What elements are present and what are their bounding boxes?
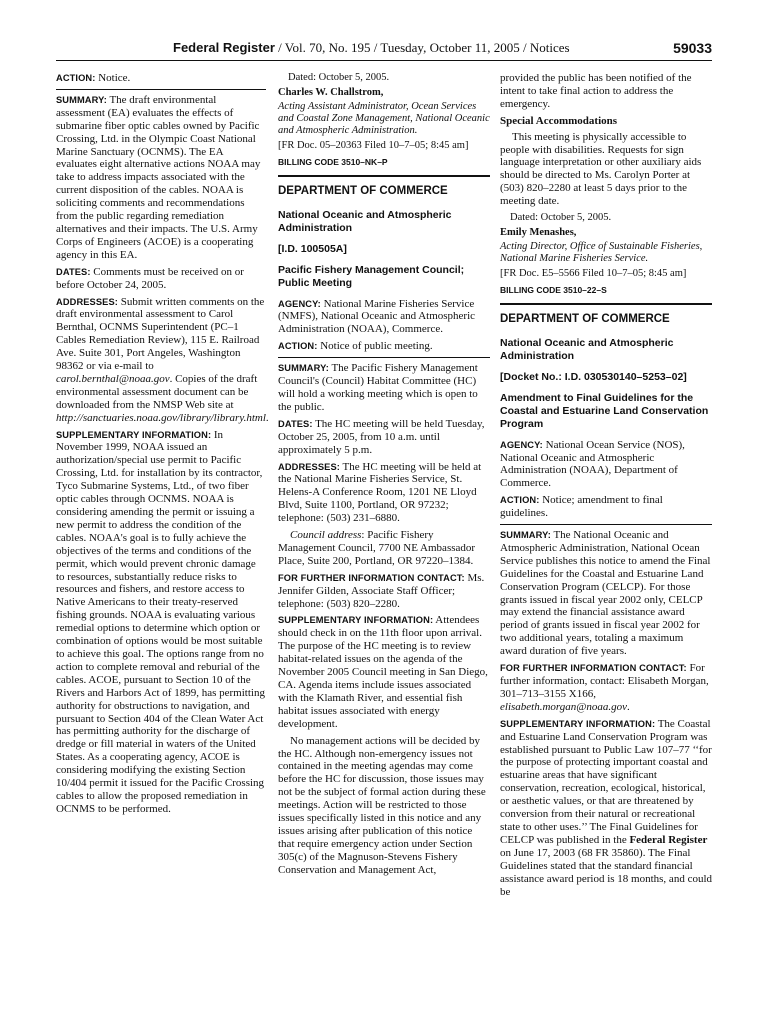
column-3 <box>500 72 712 902</box>
dates-label: DATES: <box>278 418 313 429</box>
summary-text: The Pacific Fishery Management Council's (Council) Habitat Committee (HC) will hold a working meeting which is open to the public. <box>278 362 478 413</box>
signer-name: Emily Menashes, <box>500 226 577 238</box>
agency-paragraph <box>500 439 712 491</box>
column-2 <box>278 72 490 881</box>
agency-label: AGENCY: <box>500 439 543 450</box>
supplementary-text: Attendees should check in on the 11th floor upon arrival. The purpose of the HC meeting is to review habitat-related issues on the agenda of the November 2005 Council meeting in San Diego, CA. Agenda items include issues associated with the Klamath River, and essential fish habitat issues associated with energy development. <box>278 614 488 730</box>
running-header <box>56 38 712 61</box>
agency-text: National Marine Fisheries Service (NMFS), National Oceanic and Atmospheric Administration (NOAA), Commerce. <box>278 297 476 336</box>
summary-label: SUMMARY: <box>500 530 551 541</box>
contact-text: For further information, contact: Elisabeth Morgan, 301–713–3155 X166, <box>500 662 709 700</box>
contact-text: Ms. Jennifer Gilden, Associate Staff Officer; telephone: (503) 820–2280. <box>278 571 485 610</box>
addresses-paragraph <box>278 461 490 526</box>
addresses-text-2: . Copies of the draft environmental assessment document can be downloaded from the NMSP Web site at <box>56 372 258 411</box>
dated-line: Dated: October 5, 2005. <box>288 72 390 83</box>
summary-label: SUMMARY: <box>278 363 329 374</box>
special-accommodations-heading: Special Accommodations <box>500 114 618 127</box>
council-address-paragraph <box>278 529 490 568</box>
federal-register-ref: Federal Register <box>629 833 708 846</box>
divider <box>278 357 490 358</box>
addresses-text-3: . <box>265 411 269 424</box>
dates-paragraph <box>278 418 490 457</box>
supplementary-label: SUPPLEMENTARY INFORMATION: <box>500 718 656 729</box>
fr-doc-line: [FR Doc. 05–20363 Filed 10–7–05; 8:45 am] <box>278 139 469 151</box>
addresses-label: ADDRESSES: <box>56 296 118 307</box>
contact-label: FOR FURTHER INFORMATION CONTACT: <box>278 572 465 583</box>
agency-label: AGENCY: <box>278 298 321 309</box>
supplementary-text: In November 1999, NOAA issued an authorization/special use permit to Pacific Crossing, Ltd. for installation by its contractor, Tyco Submarine Systems, Ltd., of two fiber optic cables through OCNMS. NOAA is considering amending the permit or issuing a new permit to address the condition of the cables. NOAA's goal is to fully achieve the objectives of the terms and conditions of the permit, which would prevent chronic damage to resources, substantially reduce risks to resources and fishers, and restore access to Native Americans to their treaty-reserved fishing grounds. NOAA is evaluating various remedial options to determine which option or combination of options would be most suitable to achieve this goal. The options range from no action to complete removal and reburial of the cables. ACOE, pursuant to Section 10 of the Rivers and Harbors Act of 1899, has permitting authority for obstructions to navigation, and pursuant to Section 404 of the Clean Water Act has permitting authority for the discharge of dredge or fill material in waters of the United States. As a cooperating agency, ACOE is considering modifying the existing Section 10/404 permit it issued for the Pacific Crossing cables to allow the proposed remediation in OCNMS to be performed. <box>56 428 265 815</box>
dates-paragraph <box>56 266 266 292</box>
supplementary-label: SUPPLEMENTARY INFORMATION: <box>56 429 212 440</box>
contact-label: FOR FURTHER INFORMATION CONTACT: <box>500 663 687 674</box>
contact-text-2: . <box>627 700 630 713</box>
council-address-label: Council address <box>290 529 362 542</box>
council-address-text: : Pacific Fishery Management Council, 7700 NE Ambassador Place, Suite 200, Portland, OR 97220–1384. <box>278 529 476 567</box>
continued-paragraph: provided the public has been notified of the intent to take final action to address the emergency. <box>500 72 692 110</box>
action-paragraph <box>278 340 490 353</box>
docket-line: [Docket No.: I.D. 030530140–5253–02] <box>500 370 687 383</box>
billing-code: BILLING CODE 3510–22–S <box>500 284 607 295</box>
signer-title: Acting Assistant Administrator, Ocean Services and Coastal Zone Management, National Oceanic and Atmospheric Administration. <box>278 100 490 136</box>
summary-paragraph <box>56 94 266 262</box>
column-1 <box>56 72 269 820</box>
supplementary-paragraph <box>500 718 712 899</box>
contact-paragraph <box>500 662 712 714</box>
divider <box>56 89 266 90</box>
notice-title: Amendment to Final Guidelines for the Coastal and Estuarine Land Conservation Program <box>500 391 709 430</box>
action-label: ACTION: <box>278 341 318 352</box>
id-line: [I.D. 100505A] <box>278 242 347 255</box>
supplementary-paragraph <box>56 429 266 816</box>
addresses-text: Submit written comments on the draft environmental assessment to Carol Bernthal, OCNMS Superintendent (PC–1 Cables Remediation Review), 115 E. Railroad Ave. Suite 301, Port Angeles, Washington 98362 or via e-mail to <box>56 295 265 373</box>
department-heading: DEPARTMENT OF COMMERCE <box>278 184 448 197</box>
action-paragraph <box>500 494 712 520</box>
issue-details: / Vol. 70, No. 195 / Tuesday, October 11, 2005 / Notices <box>274 40 570 55</box>
summary-paragraph <box>500 529 712 658</box>
agency-heading: National Oceanic and Atmospheric Administration <box>500 336 674 362</box>
dated-line: Dated: October 5, 2005. <box>510 212 612 224</box>
email-link[interactable]: carol.bernthal@noaa.gov <box>56 372 170 385</box>
action-text: Notice of public meeting. <box>317 340 433 353</box>
signer-title: Acting Director, Office of Sustainable Fisheries, National Marine Fisheries Service. <box>500 240 703 264</box>
dates-text: Comments must be received on or before October 24, 2005. <box>56 265 244 291</box>
action-text: Notice. <box>95 72 131 84</box>
summary-paragraph <box>278 362 490 414</box>
header-citation <box>173 38 570 58</box>
supplementary-text: The Coastal and Estuarine Land Conservation Program was established pursuant to Public Law 107–77 ‘‘for the purpose of protecting important coastal and estuarine areas that have significant conservation, recreation, ecological, historical, or aesthetic values, or that are threatened by conversion from their natural or recreational state to other uses.’’ The Final Guidelines for CELCP was published in the <box>500 717 712 846</box>
divider <box>500 524 712 525</box>
email-link[interactable]: elisabeth.morgan@noaa.gov <box>500 700 628 713</box>
website-link[interactable]: http://sanctuaries.noaa.gov/library/library.html <box>56 411 266 424</box>
action-label: ACTION: <box>500 495 540 506</box>
billing-code: BILLING CODE 3510–NK–P <box>278 156 388 167</box>
action-label: ACTION: <box>56 73 96 83</box>
agency-paragraph <box>278 298 490 337</box>
signer-name: Charles W. Challstrom, <box>278 86 384 98</box>
dates-text: The HC meeting will be held Tuesday, October 25, 2005, from 10 a.m. until approximately 5 p.m. <box>278 417 485 456</box>
action-text: Notice; amendment to final guidelines. <box>500 494 663 520</box>
journal-name: Federal Register <box>173 40 275 55</box>
body-paragraph: No management actions will be decided by the HC. Although non-emergency issues not contained in the meeting agendas may come before the HC for discussion, those issues may not be the subject of formal action during these meetings. Action will be restricted to those issues specifically listed in this notice and any issues arising after publication of this notice that require emergency action under Section 305(c) of the Magnuson-Stevens Fishery Conservation and Management Act, <box>278 734 486 876</box>
agency-text: National Ocean Service (NOS), National Oceanic and Atmospheric Administration (NOAA), Department of Commerce. <box>500 438 685 490</box>
summary-text: The draft environmental assessment (EA) evaluates the effects of submarine fiber optic cables owned by Pacific Crossing, Ltd. in the Olympic Coast National Marine Sanctuary (OCNMS). The EA evaluates eight alternative actions NOAA may take to address impacts associated with the current disposition of the cables. NOAA is soliciting comments and recommendations from the public regarding remediation alternatives and their impacts. The U.S. Army Corps of Engineers (ACOE) is a cooperating agency in this EA. <box>56 93 261 261</box>
section-divider <box>278 175 490 177</box>
contact-paragraph <box>278 572 490 611</box>
addresses-label: ADDRESSES: <box>278 461 340 472</box>
department-heading: DEPARTMENT OF COMMERCE <box>500 312 670 325</box>
supplementary-label: SUPPLEMENTARY INFORMATION: <box>278 615 434 626</box>
agency-heading: National Oceanic and Atmospheric Administration <box>278 208 452 234</box>
section-divider <box>500 303 712 305</box>
dates-label: DATES: <box>56 266 91 277</box>
page-number: 59033 <box>673 40 712 56</box>
supplementary-text-2: on June 17, 2003 (68 FR 35860). The Final Guidelines stated that the standard financial assistance award period is 18 months, and could be <box>500 846 713 898</box>
summary-label: SUMMARY: <box>56 94 107 105</box>
addresses-text: The HC meeting will be held at the National Marine Fisheries Service, St. Helens-A Conference Room, 1201 NE Lloyd Blvd, Suite 1100, Portland, OR 97232; telephone: (503) 231–6880. <box>278 460 482 525</box>
notice-title: Pacific Fishery Management Council; Public Meeting <box>278 263 465 289</box>
addresses-paragraph <box>56 295 269 425</box>
summary-text: The National Oceanic and Atmospheric Administration, National Ocean Service publishes this notice to amend the Final Guidelines for the Coastal and Estuarine Land Conservation Program (CELCP). For those grants issued in fiscal year 2002 only, CELCP may extend the financial assistance award period of grants issued in fiscal year 2002 for two additional years, totaling a maximum award duration of five years. <box>500 529 711 658</box>
fr-doc-line: [FR Doc. E5–5566 Filed 10–7–05; 8:45 am] <box>500 267 687 279</box>
special-accommodations-text: This meeting is physically accessible to people with disabilities. Requests for sign language interpretation or other auxiliary aids should be directed to Ms. Carolyn Porter at (503) 820–2280 at least 5 days prior to the meeting date. <box>500 130 702 208</box>
supplementary-paragraph <box>278 614 490 730</box>
action-paragraph <box>56 72 266 85</box>
